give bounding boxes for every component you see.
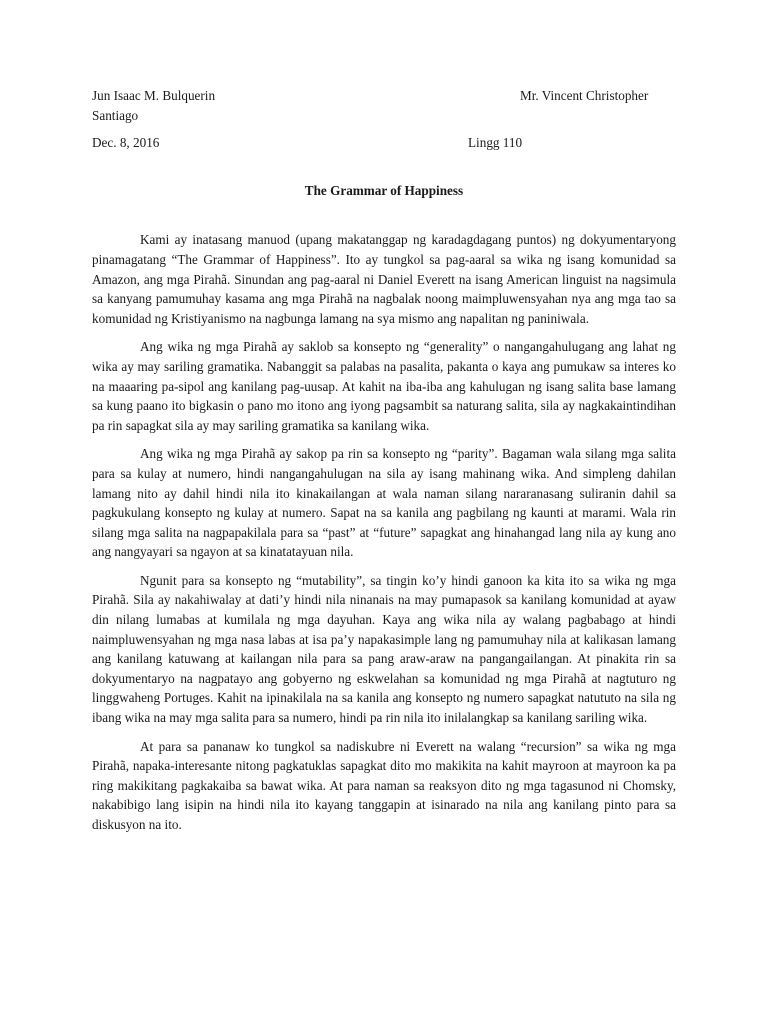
teacher-name: Mr. Vincent Christopher — [520, 88, 649, 103]
document-page — [92, 86, 676, 844]
student-name: Jun Isaac M. Bulquerin — [92, 88, 216, 103]
paragraph-3: Ang wika ng mga Pirahã ay sakop pa rin sa konsepto ng “parity”. Bagaman wala silang mga salita para sa kulay at numero, hindi nangangahulugan na sila ay isang mahinang wika. And simpleng dahilan lamang nito ay dahil hindi nila ito kinakailangan at wala naman silang nararanasang suliranin dahil sa pagkukulang konsepto ng kulay at numero. Sapat na sa kanila ang pagbilang ng kaunti at marami. Wala rin silang mga salita na nagpapakilala para sa “past” at “future” sapagkat ang hinahangad lang nila ay kung ano ang nangyayari sa ngayon at sa kinatatayuan nila. — [92, 446, 676, 560]
header-spacer — [92, 125, 676, 133]
paragraph-5: At para sa pananaw ko tungkol sa nadiskubre ni Everett na walang “recursion” sa wika ng mga Pirahã, napaka-interesante nitong pagkatuklas sapagkat dito mo makikita na kahit mayroon at mayroon ka pa ring makikitang pagkakaiba sa bawat wika. At para naman sa reaksyon dito ng mga tagasunod ni Chomsky, nakabibigo lang isipin na hindi nila ito kayang tanggapin at isinarado na nila ang kanilang pinto para sa diskusyon na ito. — [92, 738, 676, 832]
header-line-date — [92, 133, 676, 153]
course-code: Lingg 110 — [468, 135, 523, 151]
submission-date: Dec. 8, 2016 — [92, 135, 160, 151]
document-title: The Grammar of Happiness — [304, 182, 464, 198]
paragraph-4: Ngunit para sa konsepto ng “mutability”, sa tingin ko’y hindi ganoon ka kita ito sa wika ng mga Pirahã. Sila ay nakahiwalay at dati’y hindi nila ninanais na may pumapasok sa kanilang komunidad at ayaw din nilang lumabas at kumilala ng mga dayuhan. Kaya ang wika nila ay walang pagbabago at hindi naimpluwensyahan ng mga nasa labas at isa pa’y napakasimple lang ng pamumuhay nila at kalikasan lamang ang kanilang katuwang at kailangan nila para sa pang araw-araw na pangangailangan. At pinakita rin sa dokyumentaryo na nagpatayo ang gobyerno ng eskwelahan sa komunidad ng mga Pirahã at nagtuturo ng linggwaheng Portuges. Kahit na ipinakilala na sa kanila ang konsepto ng numero sapagkat natututo na sila ng ibang wika na may mga salita para sa numero, hindi pa rin nila ito inilalangkap sa kanilang sariling wika. — [92, 572, 676, 726]
teacher-name-continuation: Santiago — [92, 107, 139, 123]
paragraph-2: Ang wika ng mga Pirahã ay saklob sa konsepto ng “generality” o nangangahulugang ang lahat ng wika ay may sariling gramatika. Nabanggit sa palabas na pasalita, pakanta o kaya ang pumukaw sa interes ko na maaaring pa-sipol ang kanilang pag-uusap. At kahit na iba-iba ang kahulugan ng isang salita base lamang sa kung paano ito bigkasin o pano mo itono ang iyong pagsambit sa naturang salita, sila ay nagkakaintindihan pa rin sapagkat sila ay may sariling gramatika sa kanilang wika. — [92, 339, 676, 433]
paragraph-1: Kami ay inatasang manuod (upang makatanggap ng karadagdagang puntos) ng dokyumentaryong pinamagatang “The Grammar of Happiness”. Ito ay tungkol sa pag-aaral sa wika ng isang komunidad sa Amazon, ang mga Pirahã. Sinundan ang pag-aaral ni Daniel Everett na isang American linguist na nagsimula sa kanyang pamumuhay kasama ang mga Pirahã na nagbalak noong maimpluwensyahan nya ang mga tao sa komunidad ng Kristiyanismo na nagbunga lamang na sya mismo ang napalitan ng paniniwala. — [92, 232, 676, 326]
header-line-names — [92, 86, 676, 106]
